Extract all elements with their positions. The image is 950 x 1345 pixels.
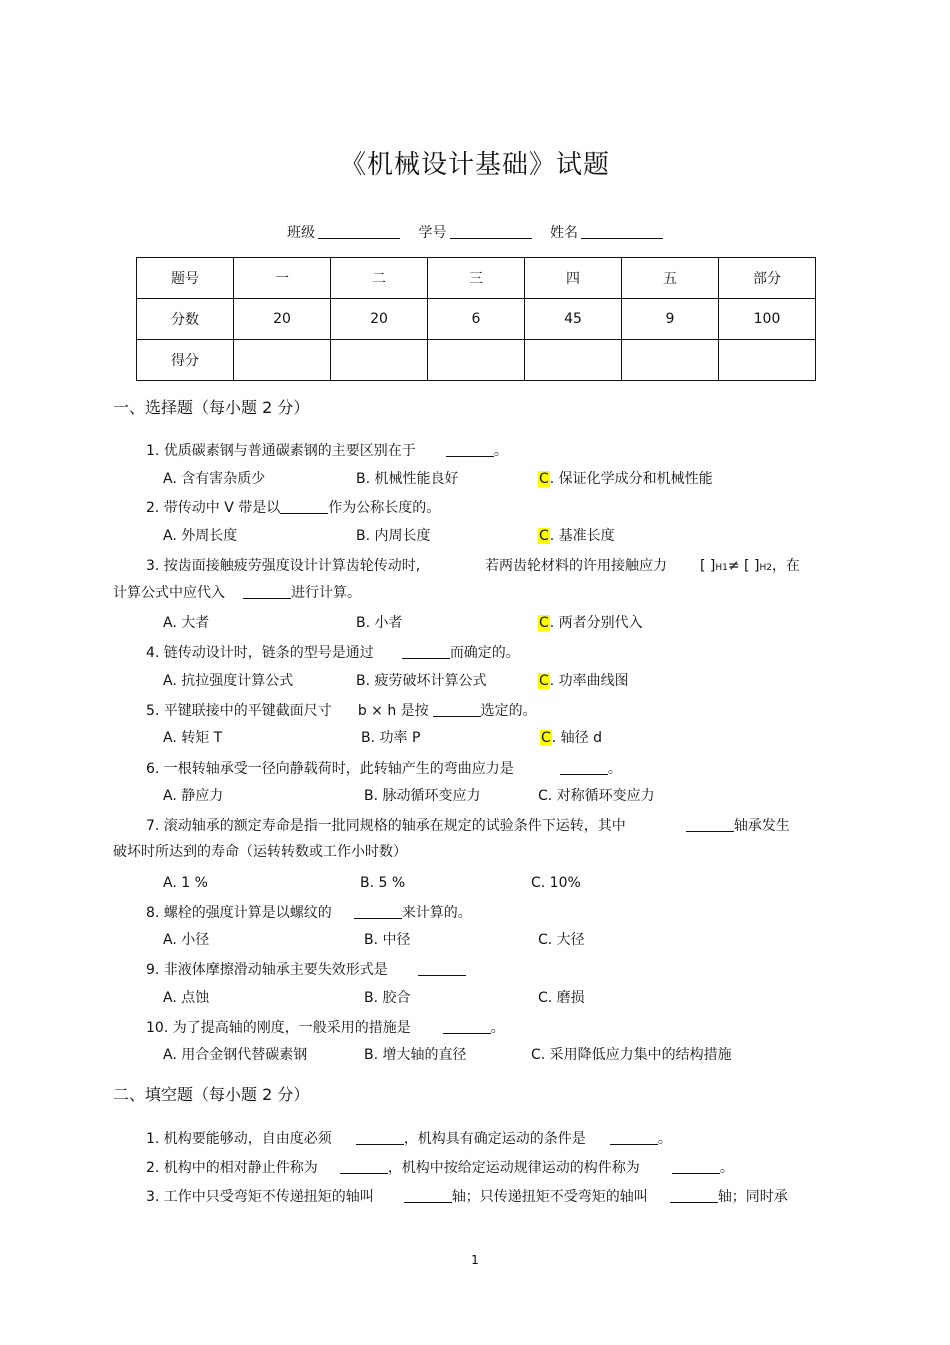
class-label: 班级 xyxy=(287,225,316,241)
table-cell: 6 xyxy=(428,299,525,340)
table-cell: 100 xyxy=(719,299,816,340)
question-5: 5. 平键联接中的平键截面尺寸 b × h 是按 选定的。 xyxy=(146,703,537,719)
answer-highlight: C xyxy=(541,730,551,746)
option-a: A. 抗拉强度计算公式 xyxy=(163,673,294,689)
answer-blank[interactable] xyxy=(418,962,466,976)
question-3-cont: 若两齿轮材料的许用接触应力 xyxy=(485,558,667,574)
score-input-cell[interactable] xyxy=(234,340,331,381)
score-input-cell[interactable] xyxy=(331,340,428,381)
option-a: A. 用合金钢代替碳素钢 xyxy=(163,1047,308,1063)
option-c: C. 功率曲线图 xyxy=(539,673,629,689)
option-c: C. 对称循环变应力 xyxy=(538,788,655,804)
option-c: C. 基准长度 xyxy=(539,528,615,544)
answer-highlight: C xyxy=(539,673,549,689)
score-input-cell[interactable] xyxy=(622,340,719,381)
answer-blank[interactable] xyxy=(433,703,481,717)
table-cell: 得分 xyxy=(137,340,234,381)
table-row xyxy=(137,340,816,381)
name-field[interactable] xyxy=(581,224,663,239)
question-8: 8. 螺栓的强度计算是以螺纹的 来计算的。 xyxy=(146,905,472,921)
answer-blank[interactable] xyxy=(686,818,734,832)
option-c: C. 采用降低应力集中的结构措施 xyxy=(531,1047,732,1063)
answer-blank[interactable] xyxy=(560,761,608,775)
score-input-cell[interactable] xyxy=(525,340,622,381)
option-a: A. 含有害杂质少 xyxy=(163,471,266,487)
class-field[interactable] xyxy=(318,224,400,239)
option-a: A. 小径 xyxy=(163,932,210,948)
page-number: 1 xyxy=(471,1253,479,1267)
student-id-field[interactable] xyxy=(450,224,532,239)
answer-blank[interactable] xyxy=(610,1131,658,1145)
score-table xyxy=(136,257,816,381)
option-b: B. 机械性能良好 xyxy=(356,471,459,487)
answer-highlight: C xyxy=(539,615,549,631)
table-cell: 四 xyxy=(525,258,622,299)
question-2: 2. 带传动中 V 带是以 作为公称长度的。 xyxy=(146,500,441,516)
table-cell: 题号 xyxy=(137,258,234,299)
answer-blank[interactable] xyxy=(404,1189,452,1203)
option-c: C. 10% xyxy=(531,875,581,891)
score-input-cell[interactable] xyxy=(719,340,816,381)
question-3-stress: [ ]H1≠ [ ]H2，在 xyxy=(700,558,800,574)
question-9: 9. 非液体摩擦滑动轴承主要失效形式是 xyxy=(146,962,466,977)
section-heading: 二、填空题（每小题 2 分） xyxy=(113,1085,310,1104)
answer-blank[interactable] xyxy=(443,1020,491,1034)
table-cell: 分数 xyxy=(137,299,234,340)
table-cell: 三 xyxy=(428,258,525,299)
option-b: B. 脉动循环变应力 xyxy=(364,788,481,804)
fill-question-2: 2. 机构中的相对静止件称为 ，机构中按给定运动规律运动的构件称为 。 xyxy=(146,1160,734,1176)
option-b: B. 增大轴的直径 xyxy=(364,1047,467,1063)
option-c: C. 两者分别代入 xyxy=(539,615,643,631)
option-a: A. 1 % xyxy=(163,875,208,891)
table-cell: 20 xyxy=(234,299,331,340)
page-title: 《机械设计基础》试题 xyxy=(339,150,610,180)
answer-blank[interactable] xyxy=(670,1189,718,1203)
option-b: B. 5 % xyxy=(360,875,406,891)
option-c: C. 大径 xyxy=(538,932,585,948)
question-10: 10. 为了提高轴的刚度，一般采用的措施是 。 xyxy=(146,1020,505,1036)
table-cell: 五 xyxy=(622,258,719,299)
table-row xyxy=(137,258,816,299)
option-a: A. 外周长度 xyxy=(163,528,238,544)
answer-blank[interactable] xyxy=(243,585,291,599)
table-cell: 20 xyxy=(331,299,428,340)
question-3-line2: 计算公式中应代入 进行计算。 xyxy=(113,585,361,601)
student-info-line xyxy=(0,224,950,240)
question-6: 6. 一根转轴承受一径向静载荷时，此转轴产生的弯曲应力是 。 xyxy=(146,761,622,777)
option-b: B. 小者 xyxy=(356,615,403,631)
answer-blank[interactable] xyxy=(354,905,402,919)
question-7-line2: 破坏时所达到的寿命（运转转数或工作小时数） xyxy=(113,844,407,860)
option-c: C. 保证化学成分和机械性能 xyxy=(539,471,713,487)
option-c: C. 轴径 d xyxy=(541,730,603,746)
fill-question-3: 3. 工作中只受弯矩不传递扭矩的轴叫 轴；只传递扭矩不受弯矩的轴叫 轴；同时承 xyxy=(146,1189,788,1205)
option-a: A. 转矩 T xyxy=(163,730,223,746)
answer-blank[interactable] xyxy=(356,1131,404,1145)
option-b: B. 中径 xyxy=(364,932,411,948)
table-cell: 45 xyxy=(525,299,622,340)
table-cell: 一 xyxy=(234,258,331,299)
option-b: B. 功率 P xyxy=(361,730,421,746)
option-b: B. 内周长度 xyxy=(356,528,431,544)
table-cell: 部分 xyxy=(719,258,816,299)
section-heading: 一、选择题（每小题 2 分） xyxy=(113,398,310,417)
table-row xyxy=(137,299,816,340)
answer-blank[interactable] xyxy=(340,1160,388,1174)
answer-highlight: C xyxy=(539,471,549,487)
option-a: A. 静应力 xyxy=(163,788,224,804)
answer-blank[interactable] xyxy=(402,645,450,659)
name-label: 姓名 xyxy=(549,225,578,241)
table-cell: 二 xyxy=(331,258,428,299)
question-4: 4. 链传动设计时，链条的型号是通过 而确定的。 xyxy=(146,645,520,661)
question-3: 3. 按齿面接触疲劳强度设计计算齿轮传动时, xyxy=(146,558,421,574)
question-1: 1. 优质碳素钢与普通碳素钢的主要区别在于 。 xyxy=(146,443,508,459)
option-b: B. 疲劳破坏计算公式 xyxy=(356,673,487,689)
option-a: A. 点蚀 xyxy=(163,990,210,1006)
option-c: C. 磨损 xyxy=(538,990,585,1006)
option-a: A. 大者 xyxy=(163,615,210,631)
answer-blank[interactable] xyxy=(446,443,494,457)
question-7: 7. 滚动轴承的额定寿命是指一批同规格的轴承在规定的试验条件下运转，其中 轴承发生 xyxy=(146,818,790,834)
table-cell: 9 xyxy=(622,299,719,340)
answer-blank[interactable] xyxy=(280,500,328,514)
option-b: B. 胶合 xyxy=(364,990,411,1006)
answer-highlight: C xyxy=(539,528,549,544)
score-input-cell[interactable] xyxy=(428,340,525,381)
id-label: 学号 xyxy=(418,225,447,241)
fill-question-1: 1. 机构要能够动，自由度必须 ，机构具有确定运动的条件是 。 xyxy=(146,1131,672,1147)
answer-blank[interactable] xyxy=(672,1160,720,1174)
